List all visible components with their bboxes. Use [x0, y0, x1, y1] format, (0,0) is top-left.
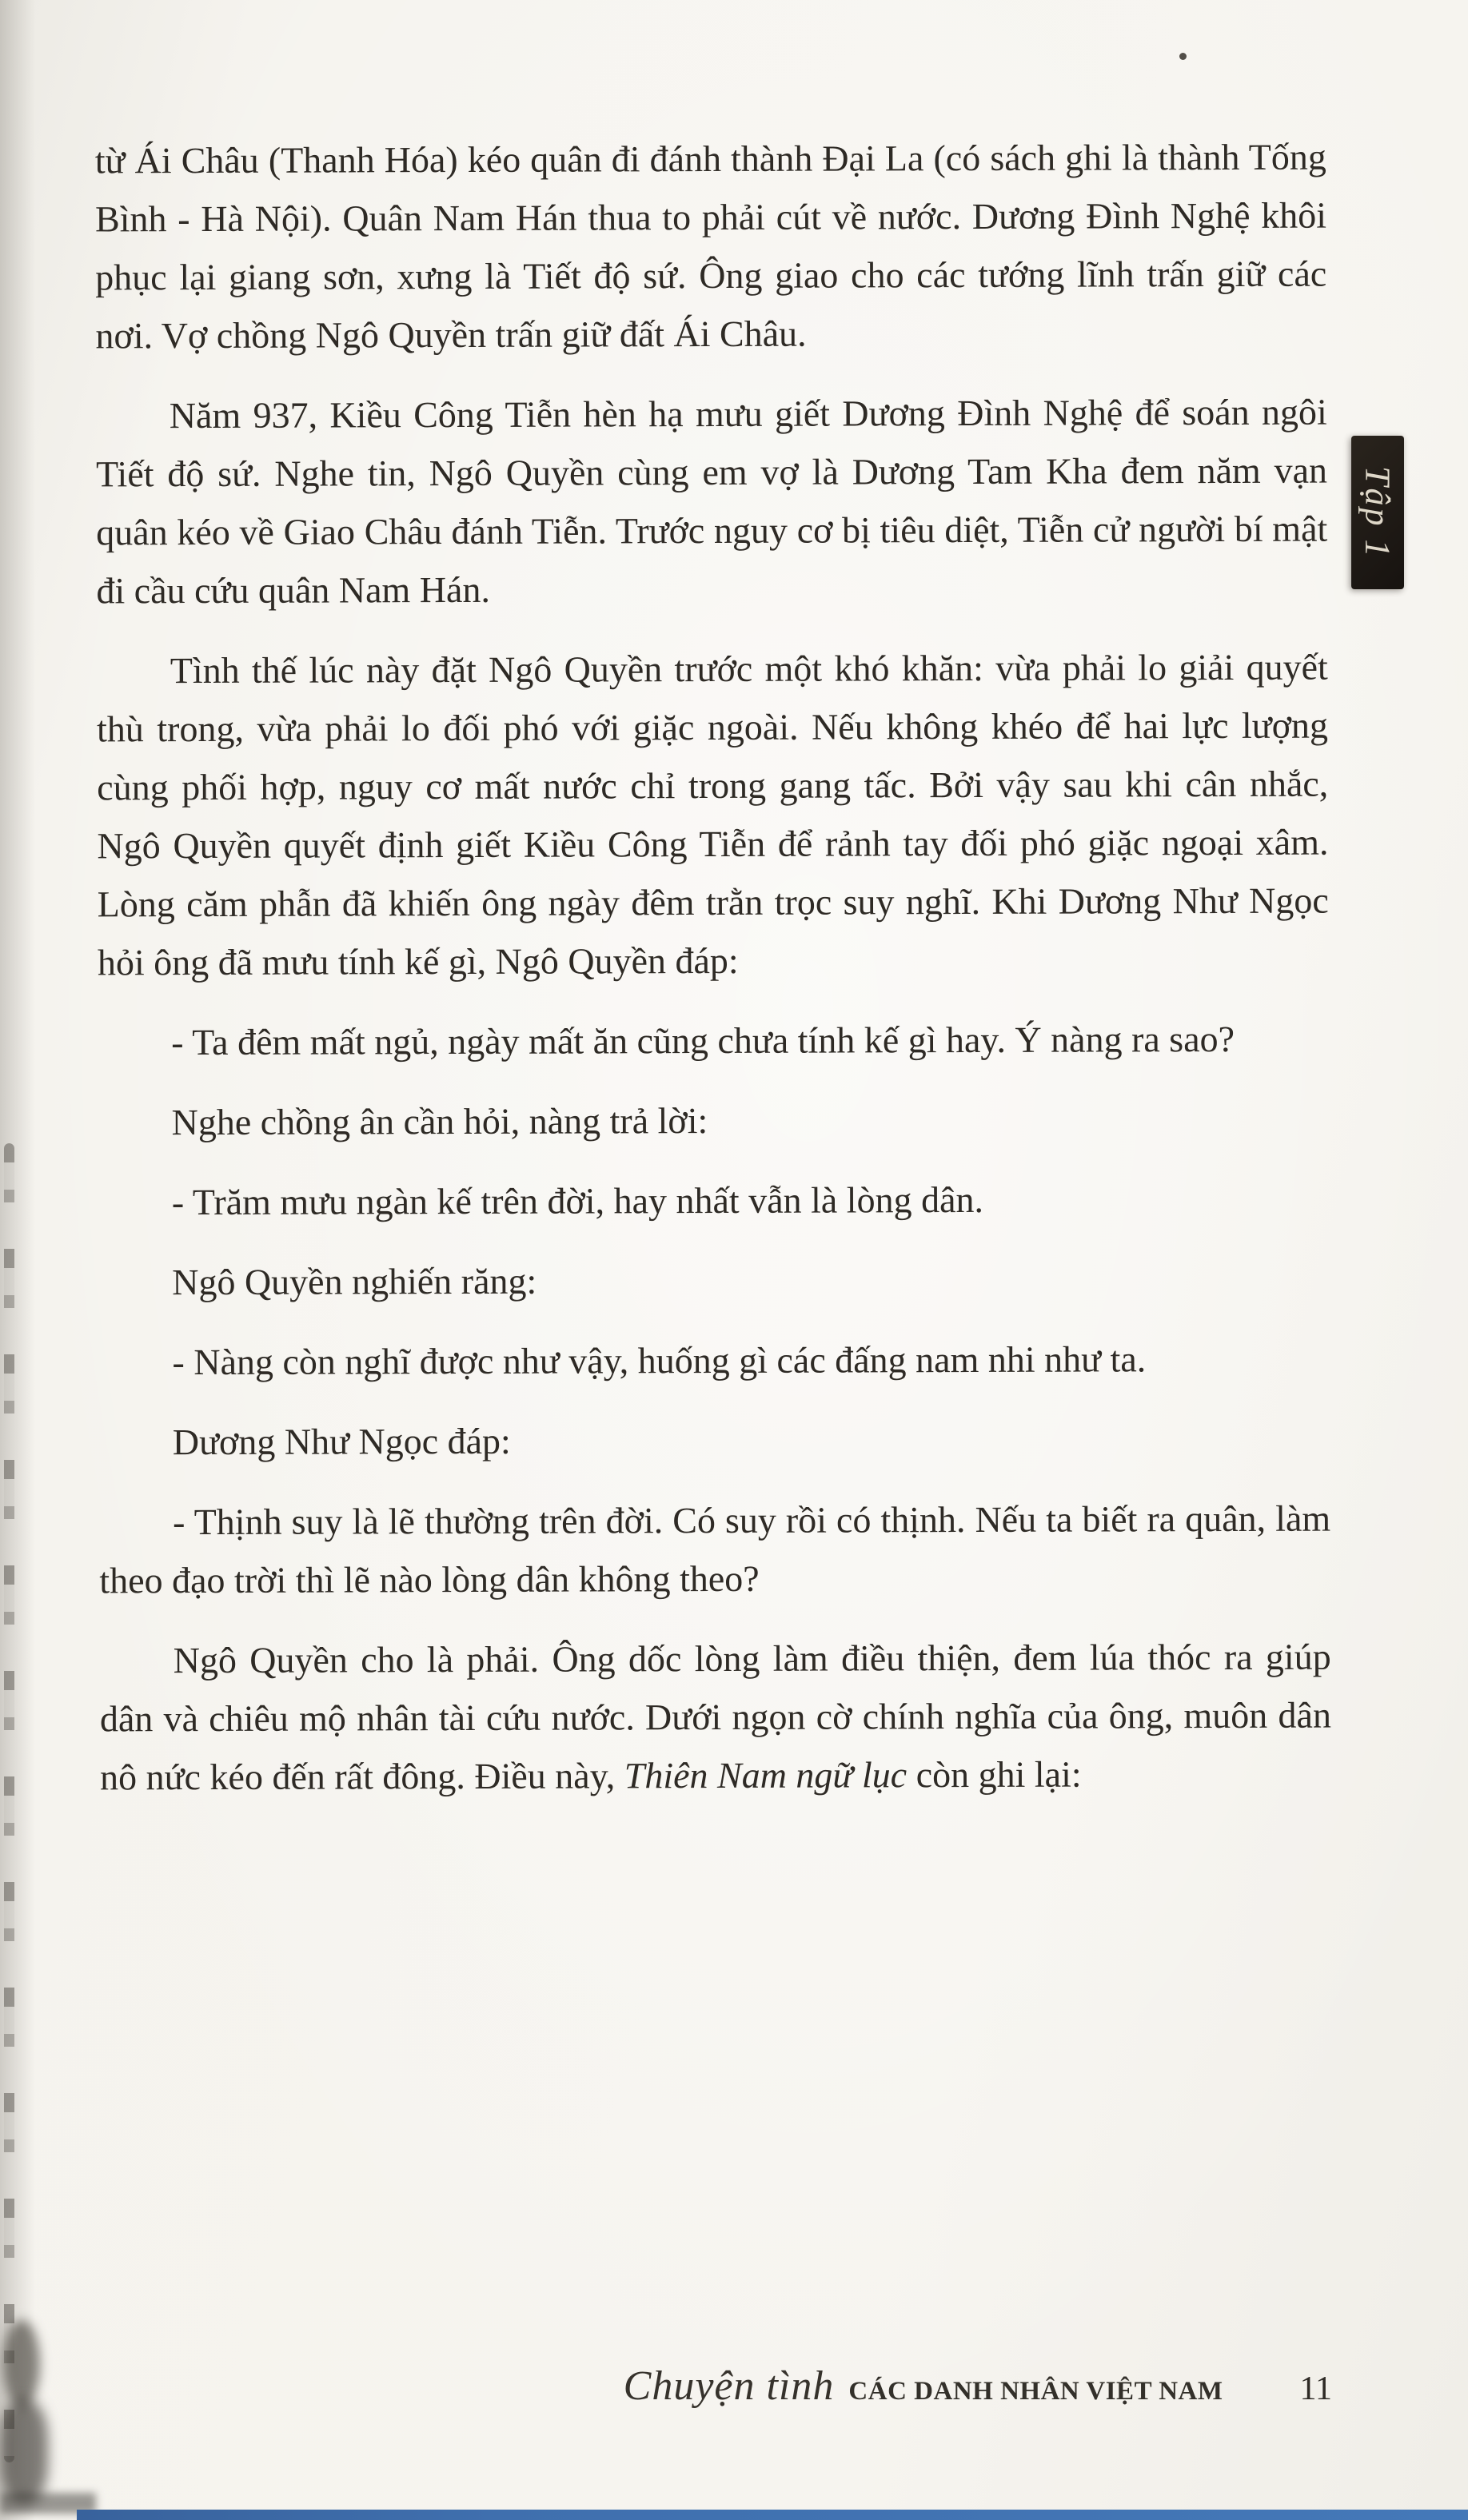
paragraph [95, 128, 1327, 365]
page-footer [98, 2362, 1332, 2410]
text-segment: - Nàng còn nghĩ được như vậy, huống gì các đấng nam nhi như ta. [172, 1338, 1147, 1383]
paragraph [98, 1250, 1330, 1312]
text-segment: Tình thế lúc này đặt Ngô Quyền trước một khó khăn: vừa phải lo giải quyết thù trong, vừa phải lo đối phó với giặc ngoài. Nếu không khéo để hai lực lượng cùng phối hợp, nguy cơ mất nước chỉ trong gang tấc. Bởi vậy sau khi cân nhắc, Ngô Quyền quyết định giết Kiều Công Tiễn để rảnh tay đối phó giặc ngoại xâm. Lòng căm phẫn đã khiến ông ngày đêm trằn trọc suy nghĩ. Khi Dương Như Ngọc hỏi ông đã mưu tính kế gì, Ngô Quyền đáp: [96, 646, 1329, 983]
text-segment: - Trăm mưu ngàn kế trên đời, hay nhất vẫn là lòng dân. [171, 1178, 984, 1223]
scan-speck [1179, 53, 1187, 60]
text-segment: Ngô Quyền nghiến răng: [172, 1260, 537, 1303]
scan-smudge [0, 2400, 48, 2504]
series-title-script: Chuyện tình [623, 2363, 835, 2409]
scan-left-edge-marks [4, 1143, 14, 2462]
dialogue-paragraph [98, 1170, 1330, 1232]
dialogue-paragraph [98, 1010, 1329, 1072]
scan-smudge [3, 2320, 40, 2408]
text-segment: Dương Như Ngọc đáp: [172, 1420, 511, 1463]
paragraph [99, 1410, 1330, 1472]
scan-bottom-blue-edge [77, 2510, 1468, 2520]
paragraph [98, 1090, 1329, 1152]
text-segment: Ngô Quyền cho là phải. Ông dốc lòng làm điều thiện, đem lúa thóc ra giúp dân và chiêu mộ nhân tài cứu nước. Dưới ngọn cờ chính nghĩa của ông, muôn dân nô nức kéo đến rất đông. Điều này, [99, 1636, 1331, 1798]
page-number: 11 [1299, 2370, 1332, 2407]
text-segment: còn ghi lại: [907, 1753, 1082, 1796]
body-text [95, 128, 1332, 1828]
text-segment: - Thịnh suy là lẽ thường trên đời. Có suy rồi có thịnh. Nếu ta biết ra quân, làm theo đạo trời thì lẽ nào lòng dân không theo? [99, 1497, 1331, 1601]
text-segment: Nghe chồng ân cần hỏi, nàng trả lời: [171, 1100, 708, 1143]
paragraph [96, 383, 1328, 620]
dialogue-paragraph [99, 1489, 1330, 1610]
text-segment: - Ta đêm mất ngủ, ngày mất ăn cũng chưa tính kế gì hay. Ý nàng ra sao? [171, 1018, 1235, 1063]
paragraph [97, 638, 1329, 992]
volume-tab-label: Tập 1 [1358, 465, 1398, 560]
text-segment: từ Ái Châu (Thanh Hóa) kéo quân đi đánh thành Đại La (có sách ghi là thành Tống Bình - Hà Nội). Quân Nam Hán thua to phải cút về nước. Dương Đình Nghệ khôi phục lại giang sơn, xưng là Tiết độ sứ. Ông giao cho các tướng lĩnh trấn giữ các nơi. Vợ chồng Ngô Quyền trấn giữ đất Ái Châu. [94, 136, 1327, 357]
series-title-caps: CÁC DANH NHÂN VIỆT NAM [848, 2377, 1223, 2406]
paragraph [100, 1628, 1332, 1807]
volume-edge-tab [1351, 436, 1404, 589]
cited-work-title: Thiên Nam ngữ lục [624, 1754, 908, 1796]
text-segment: Năm 937, Kiều Công Tiễn hèn hạ mưu giết Dương Đình Nghệ để soán ngôi Tiết độ sứ. Nghe tin, Ngô Quyền cùng em vợ là Dương Tam Kha đem năm vạn quân kéo về Giao Châu đánh Tiễn. Trước nguy cơ bị tiêu diệt, Tiễn cử người bí mật đi cầu cứu quân Nam Hán. [95, 391, 1328, 612]
dialogue-paragraph [98, 1330, 1330, 1392]
